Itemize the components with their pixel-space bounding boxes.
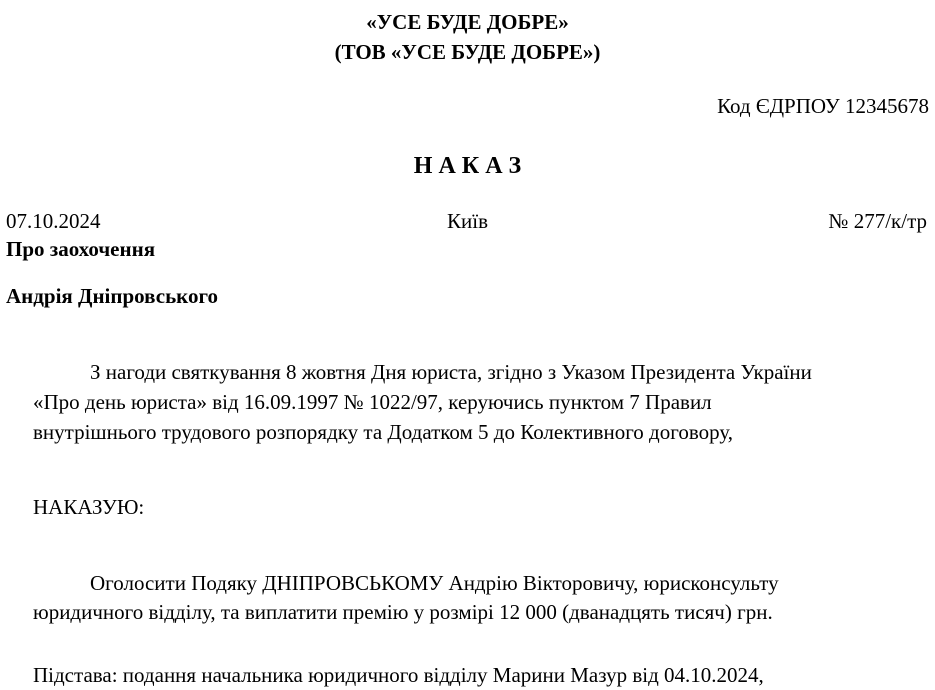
- order-text-line: юридичного відділу, та виплатити премію у розмірі 12 000 (дванадцять тисяч) грн.: [33, 600, 773, 624]
- company-name: «УСЕ БУДЕ ДОБРЕ»: [366, 10, 569, 34]
- edrpou-code: Код ЄДРПОУ 12345678: [717, 94, 929, 118]
- order-text-line: Оголосити Подяку ДНІПРОВСЬКОМУ Андрію Вікторовичу, юрисконсульту: [90, 571, 779, 595]
- preamble-line: «Про день юриста» від 16.09.1997 № 1022/97, керуючись пунктом 7 Правил: [33, 390, 712, 414]
- order-word: НАКАЗУЮ:: [33, 495, 145, 519]
- order-city: Київ: [447, 209, 488, 233]
- preamble-line: З нагоди святкування 8 жовтня Дня юриста, згідно з Указом Президента України: [90, 360, 812, 384]
- preamble-line: внутрішнього трудового розпорядку та Додатком 5 до Колективного договору,: [33, 420, 733, 444]
- basis-line: Підстава: подання начальника юридичного відділу Марини Мазур від 04.10.2024,: [33, 663, 764, 687]
- subject-line-1: Про заохочення: [6, 237, 156, 261]
- order-number: № 277/к/тр: [828, 209, 927, 233]
- document-title: Н А К А З: [413, 153, 522, 179]
- subject-line-2: Андрія Дніпровського: [6, 284, 219, 308]
- company-full-name: (ТОВ «УСЕ БУДЕ ДОБРЕ»): [334, 40, 601, 64]
- order-date: 07.10.2024: [6, 209, 101, 233]
